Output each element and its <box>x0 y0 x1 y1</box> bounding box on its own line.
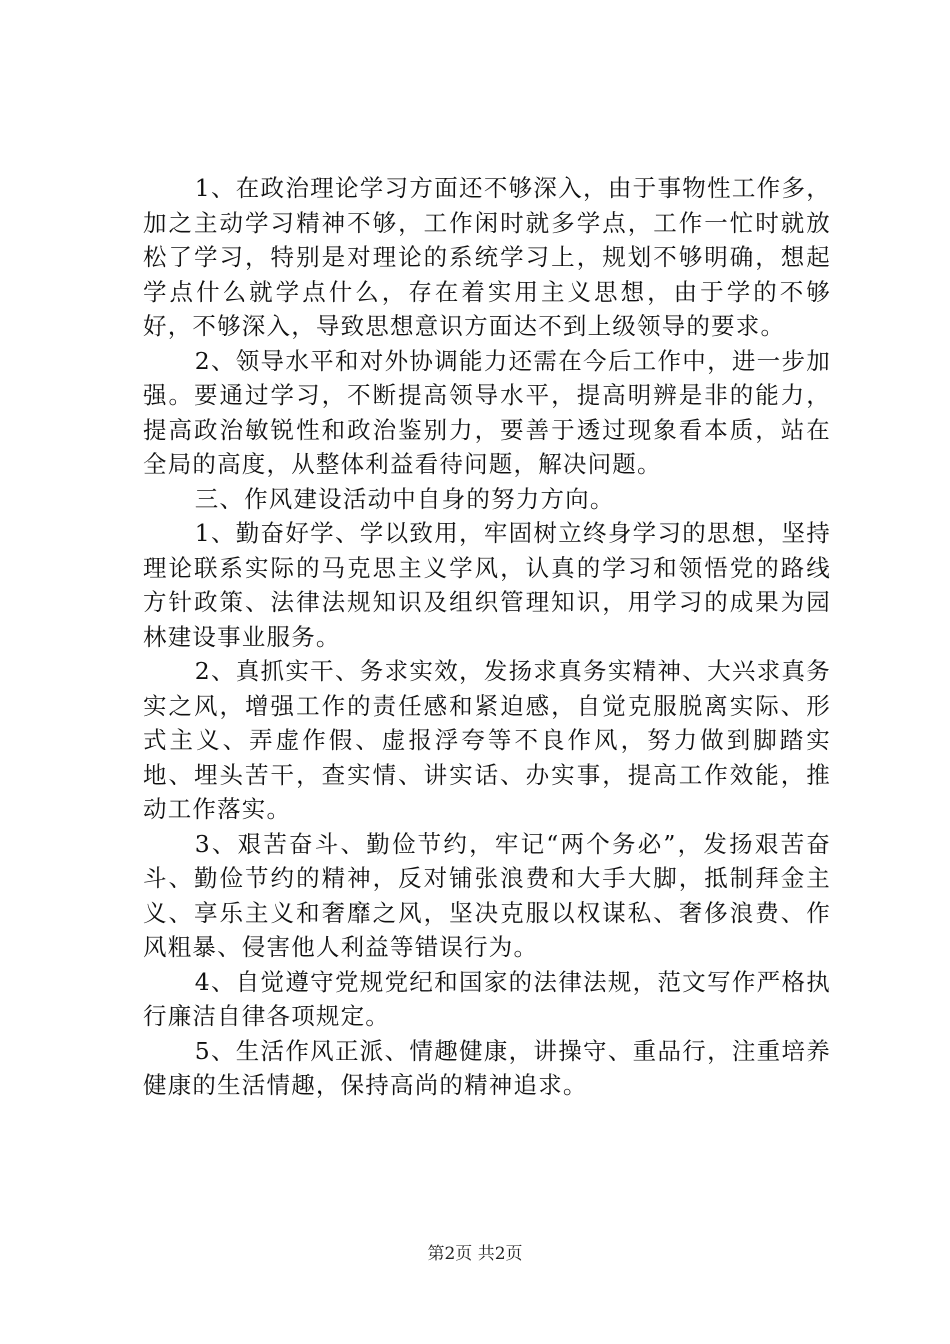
paragraph-direction-5: 5、生活作风正派、情趣健康，讲操守、重品行，注重培养健康的生活情趣，保持高尚的精神追求。 <box>143 1036 831 1099</box>
paragraph-direction-3: 3、艰苦奋斗、勤俭节约，牢记“两个务必”，发扬艰苦奋斗、勤俭节约的精神，反对铺张浪费和大手大脚，抵制拜金主义、享乐主义和奢靡之风，坚决克服以权谋私、奢侈浪费、作风粗暴、侵害他人利益等错误行为。 <box>143 829 831 961</box>
paragraph-direction-2: 2、真抓实干、务求实效，发扬求真务实精神、大兴求真务实之风，增强工作的责任感和紧迫感，自觉克服脱离实际、形式主义、弄虚作假、虚报浮夸等不良作风，努力做到脚踏实地、埋头苦干，查实情、讲实话、办实事，提高工作效能，推动工作落实。 <box>143 657 831 823</box>
page-number-footer: 第2页 共2页 <box>427 1244 523 1264</box>
paragraph-point-2-leadership: 2、领导水平和对外协调能力还需在今后工作中，进一步加强。要通过学习，不断提高领导水平，提高明辨是非的能力，提高政治敏锐性和政治鉴别力，要善于透过现象看本质，站在全局的高度，从整体利益看待问题，解决问题。 <box>143 346 831 478</box>
paragraph-direction-4: 4、自觉遵守党规党纪和国家的法律法规，范文写作严格执行廉洁自律各项规定。 <box>143 967 831 1030</box>
section-heading-3: 三、作风建设活动中自身的努力方向。 <box>194 484 615 513</box>
paragraph-direction-1: 1、勤奋好学、学以致用，牢固树立终身学习的思想，坚持理论联系实际的马克思主义学风，认真的学习和领悟党的路线方针政策、法律法规知识及组织管理知识，用学习的成果为园林建设事业服务。 <box>143 519 831 651</box>
document-body <box>143 171 831 1103</box>
paragraph-point-1-study: 1、在政治理论学习方面还不够深入，由于事物性工作多，加之主动学习精神不够，工作闲时就多学点，工作一忙时就放松了学习，特别是对理论的系统学习上，规划不够明确，想起学点什么就学点什么，存在着实用主义思想，由于学的不够好，不够深入，导致思想意识方面达不到上级领导的要求。 <box>143 174 831 340</box>
